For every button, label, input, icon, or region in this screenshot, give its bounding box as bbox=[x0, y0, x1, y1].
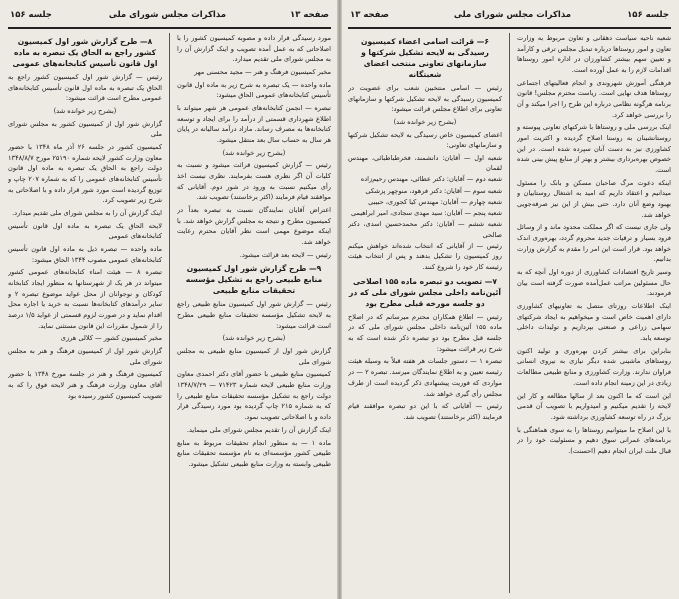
right-page-label: صفحه ۱۳ bbox=[350, 10, 389, 20]
paragraph: مورد رسیدگی قرار داده و مصوبه کمیسیون کشور را با اصلاحاتی که به عمل آمده تصویب و اینک گزارش آن را به مجلس شورای ملی تقدیم میدارد. bbox=[177, 34, 331, 64]
committee-member-line: شعبه اول — آقایان: دانشمند، فخرطباطبائی، مهندس لقمان bbox=[348, 154, 502, 173]
reading-note: (بشرح زیر خوانده شد) bbox=[53, 107, 117, 116]
left-header-rule bbox=[8, 27, 331, 29]
paragraph: شعبه ناحیه سیاست دهقانی و تعاون مربوط به وزارت تعاون و امور روستاها درباره تبدیل مجلس ترقی و کارآمد و تعیین سهم بیشتر کشاورزان در اداره امور روستاها اقدامات لازم را به عمل آورده است. bbox=[517, 34, 671, 75]
paragraph: اینک اطلاعات روزتای متصل به تعاونیهای کشاورزی دارای اهمیت خاص است و میخواهیم به ایجاد شرکتهای سهامی زراعی و صنعتی بپردازیم و تولیدات داخلی توسعه یابد. bbox=[517, 302, 671, 343]
right-journal-title: مذاکرات مجلس شورای ملی bbox=[453, 10, 571, 20]
paragraph: ماده ۱ — به منظور انجام تحقیقات مربوط به منابع طبیعی کشور مؤسسه‌ای به نام مؤسسه تحقیقات منابع طبیعی وابسته به وزارت منابع طبیعی تشکیل میشود. bbox=[177, 438, 331, 468]
paragraph: رئیس — گزارش کمیسیون قرائت میشود و نسبت به کلیات آن اگر نظری هست بفرمایند. نظری نیست اخذ رأی میکنیم نسبت به ورود در شور دوم. آقایانی که موافقند قیام فرمایند (اکثر برخاستند) تصویب شد. bbox=[177, 161, 331, 202]
paragraph: رئیس — اطلاع همکاران محترم میرسانم که در اصلاح ماده ۱۵۵ آئین‌نامه داخلی مجلس شورای ملی که در جلسه قبل مطرح بود دو تبصره ذکر شده است که به شرح زیر قرائت میشود: bbox=[348, 312, 502, 353]
paragraph: اینکه دعوت مرگ صاحبان مسکن و بانک را مسئول میدانیم و اعتقاد داریم که امید به اشتغال روستاییان و بهبود وضع آنان دارد. حتی بیش از این نیز صرفه‌جویی خواهد شد. bbox=[517, 178, 671, 219]
paragraph: کمیسیون فرهنگ و هنر در جلسه مورخ ۱۳۴۸ با حضور آقای معاون وزارت فرهنگ و هنر لایحه فوق را که به تصویب کمیسیون کشور رسیده بود bbox=[8, 370, 162, 400]
paragraph: رئیس — گزارش شور اول کمیسیون منابع طبیعی راجع به لایحه تشکیل مؤسسه تحقیقات منابع طبیعی مطرح است قرائت میشود: bbox=[177, 300, 331, 330]
left-page bbox=[0, 0, 339, 599]
paragraph: گزارش شور اول از کمیسیون فرهنگ و هنر به مجلس شورای ملی bbox=[8, 347, 162, 366]
paragraph: اینک گزارش آن را تقدیم مجلس شورای ملی مینماید. bbox=[186, 425, 331, 434]
section-heading: ۹— طرح گزارش شور اول کمیسیون منابع طبیعی راجع به تشکیل مؤسسه تحقیقات منابع طبیعی bbox=[185, 264, 323, 296]
right-header-rule bbox=[348, 27, 671, 29]
paragraph: تبصره ۸ — هیئت امناء کتابخانه‌های عمومی کشور میتواند در هر یک از شهرستانها به منظور ایجاد کتابخانه کودکان و نوجوانان از محل عواید موضوع تبصره ۲ و سایر درآمدهای کتابخانه‌ها نسبت به خرید یا اجاره محل اقدام نماید و در صورت لزوم قسمتی از عواید ۱/۵ درصد را از شمول مقررات این قانون مستثنی نماید. bbox=[8, 268, 162, 330]
paragraph: با این اصلاح ما میتوانیم روستاها را به سوی هماهنگی با برنامه‌های عمرانی سوق دهیم و مسئولیت خود را در قبال ملت ایران انجام دهیم (احسنت). bbox=[517, 425, 671, 455]
paragraph: فرهنگی آموزش شهروندی و انجام فعالیتهای اجتماعی روستاها هدف نهایی است. ریاست محترم مجلس! قانون برنامه هرگونه نظامی درباره این طرح را اجرا میکند و آن را بررسی خواهد کرد. bbox=[517, 78, 671, 119]
left-page-left-column bbox=[8, 33, 162, 593]
paragraph: بنابراین برای بیشتر کردن بهره‌وری و تولید اکنون روستاهای ماشینی شده دیگر نیازی به نیروی انسانی فراوان ندارند. وزارت کشاورزی و منابع طبیعی مطالعات زیادی در این زمینه انجام داده است. bbox=[517, 346, 671, 387]
left-session-label: جلسه ۱۵۶ bbox=[10, 10, 52, 20]
section-heading: ۸— طرح گزارش شور اول کمیسیون کشور راجع به الحاق یک تبصره به ماده اول قانون تأسیس کتابخانه‌های عمومی bbox=[12, 37, 158, 68]
right-page-column-divider bbox=[509, 33, 510, 593]
paragraph: ماده واحده — تبصره ذیل به ماده اول قانون تأسیس کتابخانه‌های عمومی مصوب ۱۳۴۴ الحاق میشود: bbox=[8, 245, 162, 264]
left-page-header bbox=[8, 8, 331, 24]
committee-member-line: شعبه ششم — آقایان: دکتر محمدحسین اسدی، دکتر صالحی bbox=[348, 220, 502, 239]
paragraph: رئیس — آقایانی که با این دو تبصره موافقند قیام فرمایند (اکثر برخاستند) تصویب شد. bbox=[348, 402, 502, 421]
committee-member-line: شعبه چهارم — آقایان: مهندس کیا کجوری، حبیبی bbox=[368, 197, 502, 206]
right-page-header bbox=[348, 8, 671, 24]
left-page-label: صفحه ۱۳ bbox=[290, 10, 329, 20]
right-session-label: جلسه ۱۵۶ bbox=[627, 10, 669, 20]
paragraph: اعضای کمیسیون خاص رسیدگی به لایحه تشکیل شرکتها و سازمانهای تعاونی: bbox=[348, 130, 502, 150]
section-heading: ۷— تصویب دو تبصره ماده ۱۵۵ اصلاحی آئین‌نامه داخلی مجلس شورای ملی که در دو جلسه مورخه قبلی مطرح بود bbox=[349, 276, 501, 308]
left-page-right-column bbox=[177, 33, 331, 593]
reading-note: (بشرح زیر خوانده شد) bbox=[393, 118, 457, 127]
paragraph: لایحه الحاق یک تبصره به ماده اول قانون تأسیس کتابخانه‌های عمومی bbox=[8, 221, 162, 241]
paragraph: تبصره ۱ — دستور جلسات هر هفته قبلاً به وسیله هیئت رئیسه تعیین و به اطلاع نمایندگان میرسد. تبصره ۲ — در مواردی که فوریت پیشنهادی ذکر گردیده است از طرف مجلس رأی گیری خواهد شد. bbox=[348, 357, 502, 398]
paragraph: اعتراض آقایان نمایندگان نسبت به تبصره بعداً در کمیسیون مطرح و نتیجه به مجلس گزارش خواهد شد. با اینکه موضوع مهمی است نظر آقایان محترم رعایت خواهد شد. bbox=[177, 206, 331, 247]
left-page-column-divider bbox=[169, 33, 170, 593]
right-page-right-column bbox=[517, 33, 671, 593]
reading-note: (بشرح زیر خوانده شد) bbox=[222, 334, 286, 343]
paragraph: اینک بررسی ملی و روستاها با شرکتهای تعاونی پیوسته و روستانشینان به روستا اصلاح گردیده و اکثریت امور کشاورزی نیز به دست آنان سپرده شده است. در این خصوص بهره‌برداری بیشتر و بهتر از منابع پیش بینی شده است. bbox=[517, 123, 671, 175]
paragraph: اینک گزارش آن را به مجلس شورای ملی تقدیم میدارد. bbox=[12, 209, 162, 218]
paragraph: رئیس — گزارش شور اول کمیسیون کشور راجع به الحاق یک تبصره به ماده اول قانون تأسیس کتابخانه‌های عمومی مطرح است قرائت میشود: bbox=[8, 73, 162, 103]
committee-member-line: شعبه سوم — آقایان: دکتر فرهود، منوچهر پزشکی bbox=[365, 186, 502, 195]
section-heading: ۶— قرائت اسامی اعضاء کمیسیون رسیدگی به لایحه تشکیل شرکتها و سازمانهای تعاونی منتخب اعضای شعبتگانه bbox=[361, 37, 489, 79]
right-page bbox=[340, 0, 679, 599]
paragraph: ماده واحده — یک تبصره به شرح زیر به ماده اول قانون تأسیس کتابخانه‌های عمومی الحاق میشود: bbox=[177, 80, 331, 100]
paragraph: تبصره — انجمن کتابخانه‌های عمومی هر شهر میتواند با اطلاع شهرداری قسمتی از درآمد را برای ایجاد و توسعه کتابخانه‌ها به مصرف رساند. مازاد درآمد سالیانه در پایان هر سال به حساب سال بعد منتقل میشود. bbox=[177, 104, 331, 145]
paragraph: رئیس — لایحه بعد قرائت میشود. bbox=[239, 250, 331, 259]
reading-note: (بشرح زیر خوانده شد) bbox=[222, 148, 286, 157]
paragraph: رئیس — از آقایانی که انتخاب شده‌اند خواهش میکنم روز کمیسیون را تشکیل بدهند و پس از انتخاب هیئت رئیسه کار خود را شروع کنند. bbox=[348, 241, 502, 272]
paragraph: گزارش شور اول از کمیسیون منابع طبیعی به مجلس شورای ملی bbox=[177, 347, 331, 366]
paragraph: کمیسیون کشور در جلسه ۲۶ آذر ماه ۱۳۴۸ با حضور معاون وزارت کشور لایحه شماره ۲۵۱۹۰ مورخ ۱۳۴۸/۸/۷ دولت راجع به الحاق یک تبصره به ماده اول قانون تأسیس کتابخانه‌های عمومی را که به شماره ۲۰۷ چاپ و توزیع گردیده است مورد شور قرار داده و با اصلاحاتی به شرح زیر تصویب کرد. bbox=[8, 143, 162, 205]
right-page-left-column bbox=[348, 33, 502, 593]
paragraph: ولی جاری نیست که اگر مملکت محدود ماند و از وسائل فرود بسیار و ترقیات جدید محروم گردد، بهره‌وری اندک خواهد بود. قرار است این امر را مقدم به گزارش وزارت بدانیم. bbox=[517, 223, 671, 264]
paragraph: مخبر کمیسیون فرهنگ و هنر — مجید محسنی مهر bbox=[194, 68, 331, 77]
paragraph: مخبر کمیسیون کشور — کلالی هرزی bbox=[60, 334, 162, 343]
committee-member-line: شعبه پنجم — آقایان: سید مهدی سجادی، امیر ابراهیمی bbox=[350, 209, 502, 218]
left-journal-title: مذاکرات مجلس شورای ملی bbox=[108, 10, 226, 20]
paragraph: وسیر تاریخ اقتصادات کشاورزی از دوره اول آنچه که به حال مسئولین مراتب عمل‌آمده صورت گرفته است بیان فرمودند. bbox=[517, 268, 671, 298]
paragraph: کمیسیون منابع طبیعی با حضور آقای دکتر احمدی معاون وزارت منابع طبیعی لایحه شماره ۷۱۴۲۳ — ۱۳۴۸/۷/۲۹ دولت راجع به تشکیل مؤسسه تحقیقات منابع طبیعی را که به شماره ۲۱۵ چاپ گردیده بود مورد رسیدگی قرار داده و با اصلاحاتی تصویب نمود. bbox=[177, 370, 331, 422]
paragraph: این است که ما اکنون بعد از سالها مطالعه و کار این لایحه را تقدیم میکنیم و امیدواریم با تصویب آن قدمی بزرگ در راه توسعه کشاورزی برداشته شود. bbox=[517, 391, 671, 421]
committee-member-line: شعبه دوم — آقایان: دکتر عطائی، مهندس رحیم‌زاده bbox=[360, 175, 502, 184]
paragraph: رئیس — اسامی منتخبین شعب برای عضویت در کمیسیون رسیدگی به لایحه تشکیل شرکتها و سازمانهای تعاونی برای اطلاع مجلس قرائت میشود: bbox=[348, 84, 502, 114]
paragraph: گزارش شور اول از کمیسیون کشور به مجلس شورای ملی bbox=[8, 119, 162, 139]
